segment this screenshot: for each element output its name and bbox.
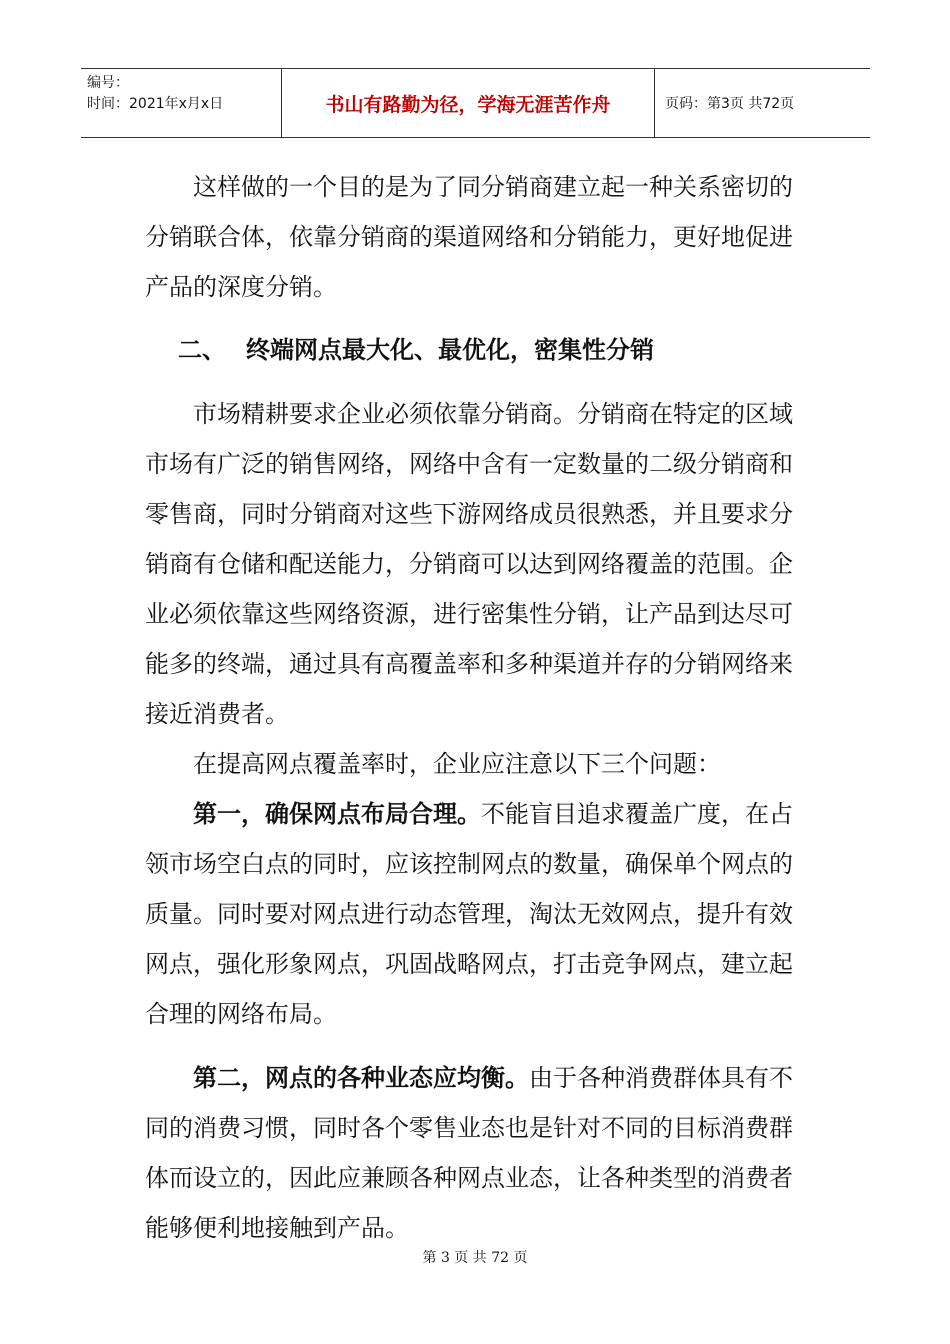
paragraph-5 (145, 1053, 795, 1253)
header-meta (81, 69, 282, 137)
point-2-text: 由于各种消费群体具有不同的消费习惯，同时各个零售业态也是针对不同的目标消费群体而设立的，因此应兼顾各种网点业态，让各种类型的消费者能够便利地接触到产品。 (145, 1064, 793, 1242)
section-heading (145, 325, 795, 375)
paragraph-2: 市场精耕要求企业必须依靠分销商。分销商在特定的区域市场有广泛的销售网络，网络中含有一定数量的二级分销商和零售商，同时分销商对这些下游网络成员很熟悉，并且要求分销商有仓储和配送能力，分销商可以达到网络覆盖的范围。企业必须依靠这些网络资源，进行密集性分销，让产品到达尽可能多的终端，通过具有高覆盖率和多种渠道并存的分销网络来接近消费者。 (145, 400, 793, 728)
paragraph-1: 这样做的一个目的是为了同分销商建立起一种关系密切的分销联合体，依靠分销商的渠道网络和分销能力，更好地促进产品的深度分销。 (145, 173, 793, 301)
section-number: 二、 (178, 336, 226, 364)
number-label: 编号： (87, 75, 129, 91)
header-motto: 书山有路勤为径，学海无涯苦作舟 (282, 69, 655, 137)
point-1-text: 不能盲目追求覆盖广度，在占领市场空白点的同时，应该控制网点的数量，确保单个网点的质量。同时要对网点进行动态管理，淘汰无效网点，提升有效网点，强化形象网点，巩固战略网点，打击竞争网点，建立起合理的网络布局。 (145, 800, 793, 1028)
point-2-title: 第二，网点的各种业态应均衡。 (193, 1064, 529, 1092)
header-page-label: 页码：第3页 共72页 (665, 96, 795, 112)
paragraph-3: 在提高网点覆盖率时，企业应注意以下三个问题： (193, 750, 721, 778)
page-header (81, 68, 870, 138)
section-title: 终端网点最大化、最优化，密集性分销 (246, 336, 654, 364)
page-footer: 第 3 页 共 72 页 (422, 1250, 528, 1266)
time-label: 时间：2021年x月x日 (87, 96, 224, 112)
point-1-title: 第一，确保网点布局合理。 (193, 800, 481, 828)
paragraph-4 (145, 789, 795, 1039)
document-body (145, 162, 795, 1253)
